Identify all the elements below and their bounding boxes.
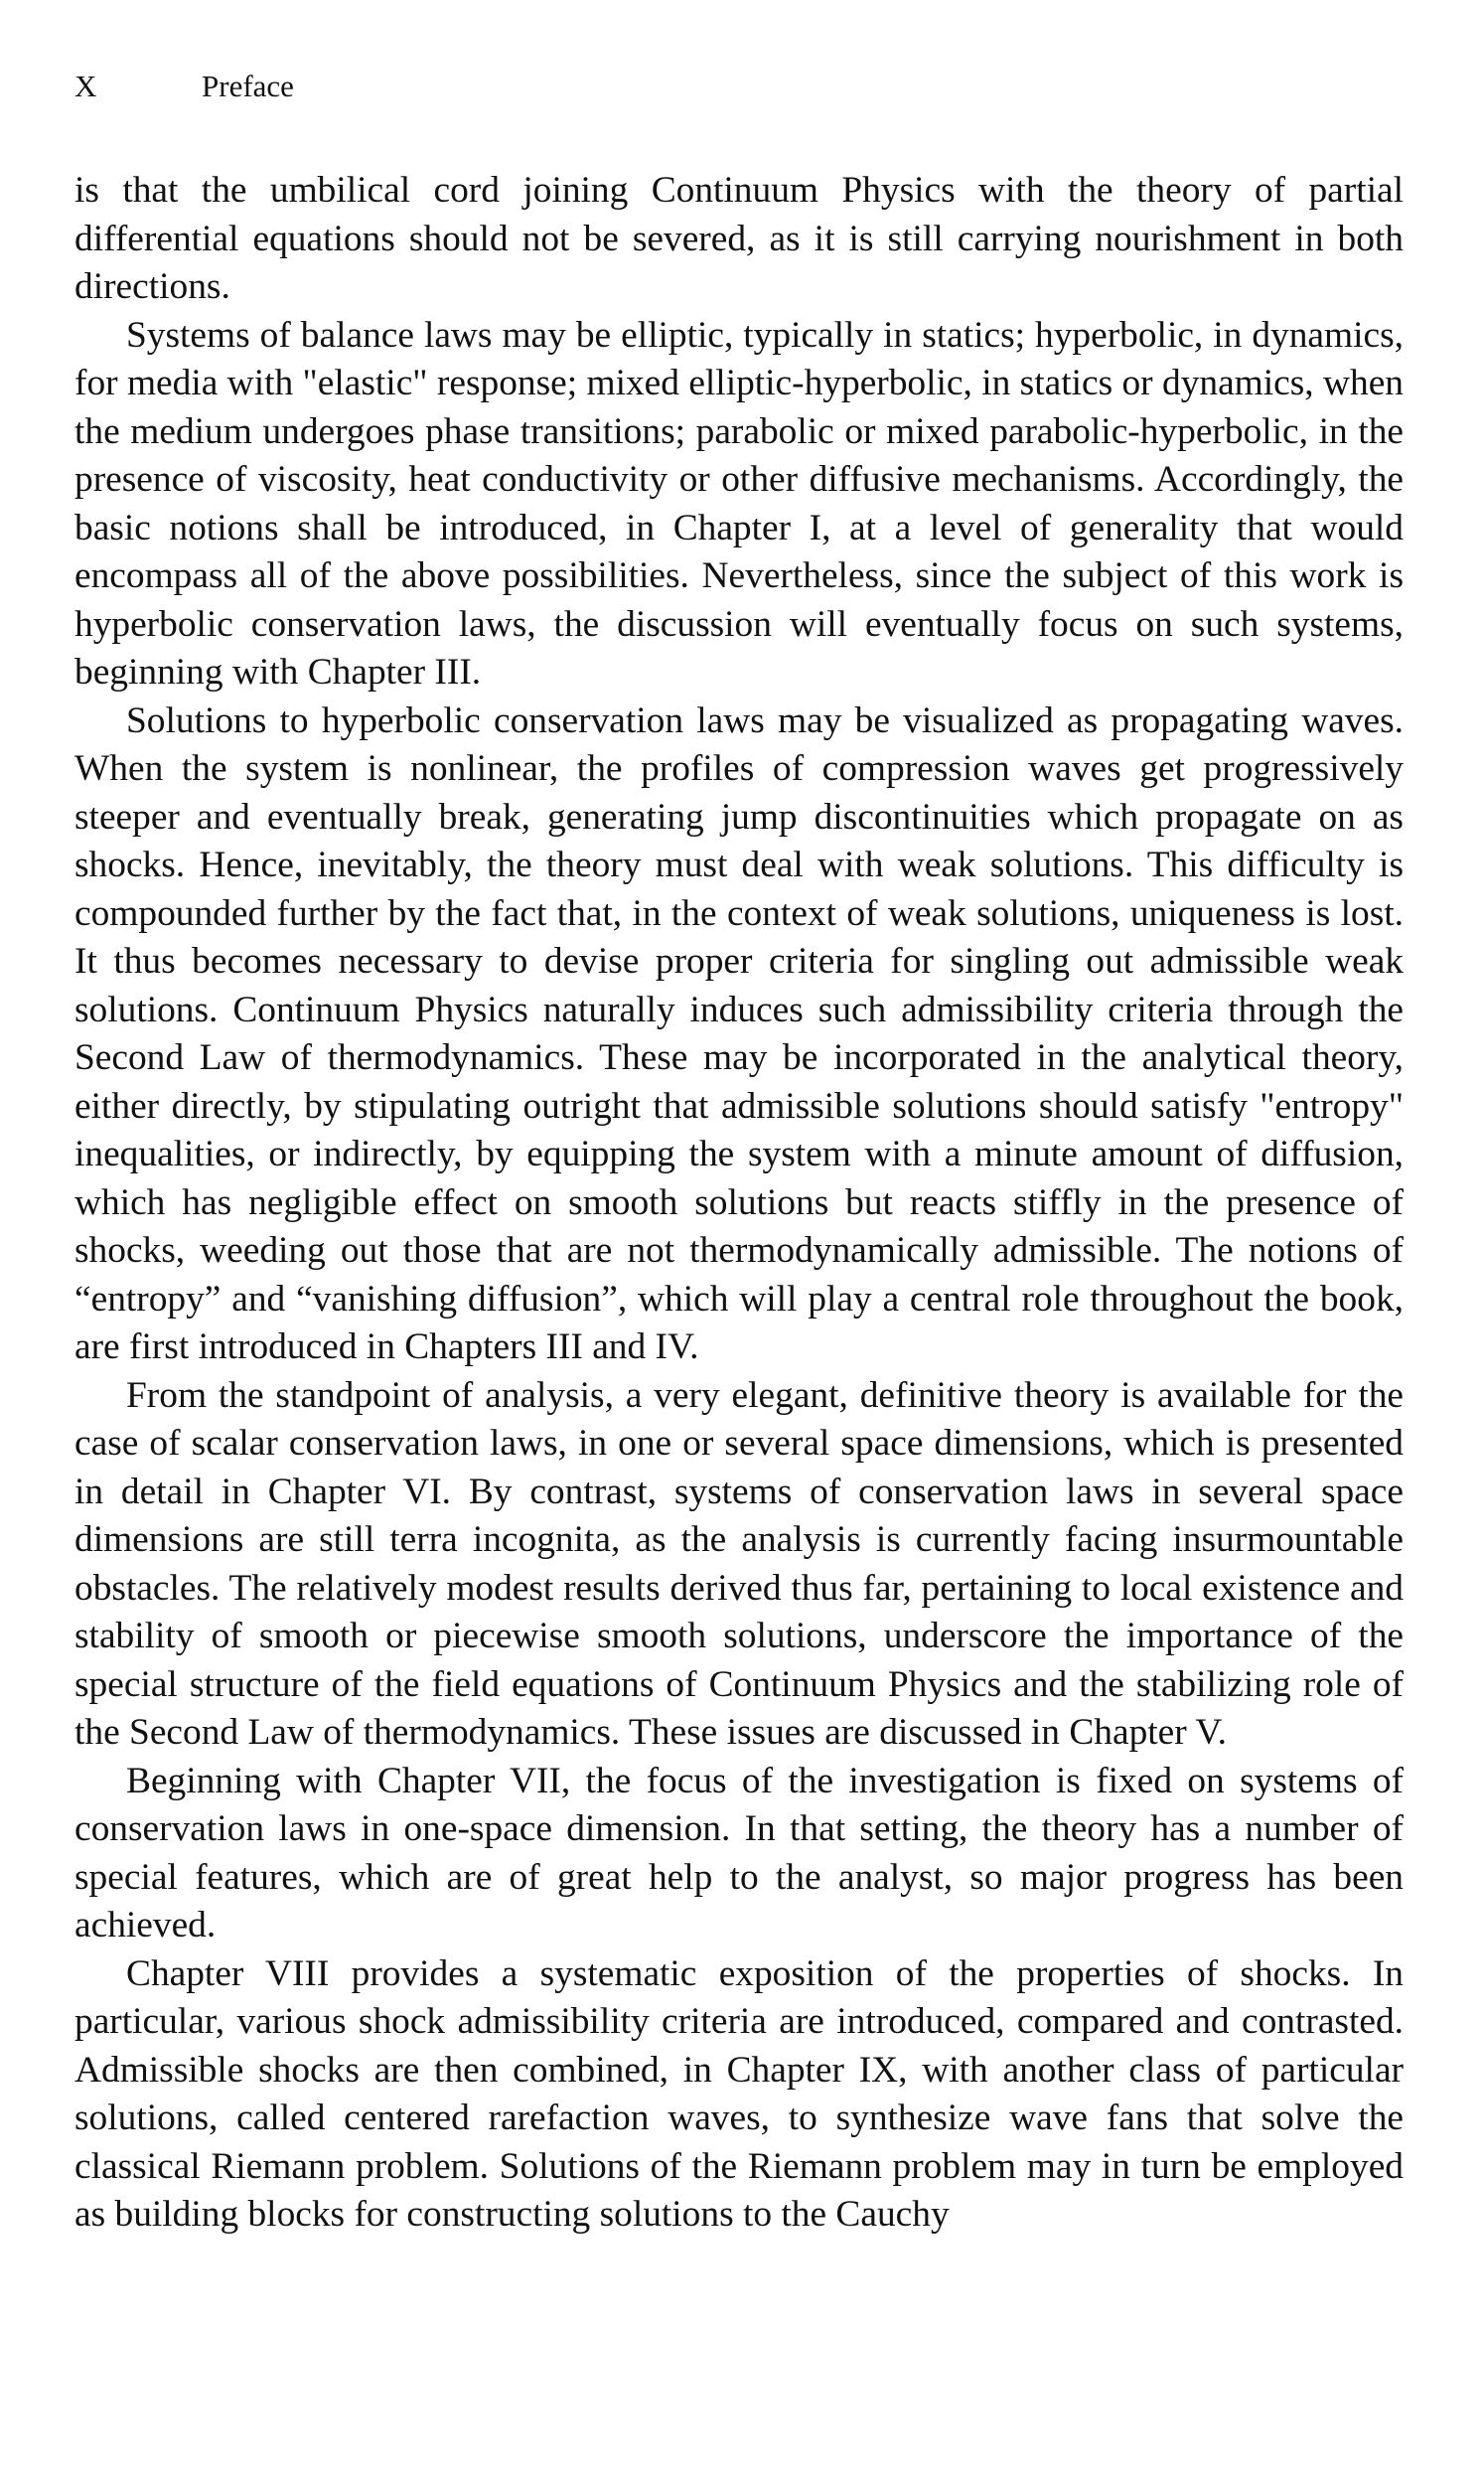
paragraph-chapter-vii: Beginning with Chapter VII, the focus of the investigation is fixed on systems of conservation laws in one-space dimension. In that setting, the theory has a number of special features, which are of great help to the analyst, so major progress has been achieved. — [74, 1760, 1404, 1945]
page-number: X — [74, 69, 97, 103]
page-header — [74, 62, 1406, 111]
running-head: Preface — [202, 69, 294, 103]
body-text — [74, 167, 1404, 2240]
paragraph-solutions-waves: Solutions to hyperbolic conservation laws may be visualized as propagating waves. When the system is nonlinear, the profiles of compression waves get progressively steeper and eventually break, generating jump discontinuities which propagate on as shocks. Hence, inevitably, the theory must deal with weak solutions. This difficulty is compounded further by the fact that, in the context of weak solutions, uniqueness is lost. It thus becomes necessary to devise proper criteria for singling out admissible weak solutions. Continuum Physics naturally induces such admissibility criteria through the Second Law of thermodynamics. These may be incorporated in the analytical theory, either directly, by stipulating outright that admissible solutions should satisfy "entropy" inequalities, or indirectly, by equipping the system with a minute amount of diffusion, which has negligible effect on smooth solutions but reacts stiffly in the presence of shocks, weeding out those that are not thermodynamically admissible. The notions of “entropy” and “vanishing diffusion”, which will play a central role throughout the book, are first introduced in Chapters III and IV. — [74, 700, 1404, 1367]
paragraph-continuation: is that the umbilical cord joining Continuum Physics with the theory of partial differential equations should not be severed, as it is still carrying nourishment in both directions. — [74, 170, 1404, 307]
paragraph-chapter-viii: Chapter VIII provides a systematic exposition of the properties of shocks. In particular, various shock admissibility criteria are introduced, compared and contrasted. Admissible shocks are then combined, in Chapter IX, with another class of particular solutions, called centered rarefaction waves, to synthesize wave fans that solve the classical Riemann problem. Solutions of the Riemann problem may in turn be employed as building blocks for constructing solutions to the Cauchy — [74, 1952, 1404, 2235]
paragraph-balance-laws: Systems of balance laws may be elliptic, typically in statics; hyperbolic, in dynamics, for media with "elastic" response; mixed elliptic-hyperbolic, in statics or dynamics, when the medium undergoes phase transitions; parabolic or mixed parabolic-hyperbolic, in the presence of viscosity, heat conductivity or other diffusive mechanisms. Accordingly, the basic notions shall be introduced, in Chapter I, at a level of generality that would encompass all of the above possibilities. Nevertheless, since the subject of this work is hyperbolic conservation laws, the discussion will eventually focus on such systems, beginning with Chapter III. — [74, 314, 1404, 693]
paragraph-analysis-standpoint: From the standpoint of analysis, a very elegant, definitive theory is available for the case of scalar conservation laws, in one or several space dimensions, which is presented in detail in Chapter VI. By contrast, systems of conservation laws in several space dimensions are still terra incognita, as the analysis is currently facing insurmountable obstacles. The relatively modest results derived thus far, pertaining to local existence and stability of smooth or piecewise smooth solutions, underscore the importance of the special structure of the field equations of Continuum Physics and the stabilizing role of the Second Law of thermodynamics. These issues are discussed in Chapter V. — [74, 1374, 1404, 1753]
